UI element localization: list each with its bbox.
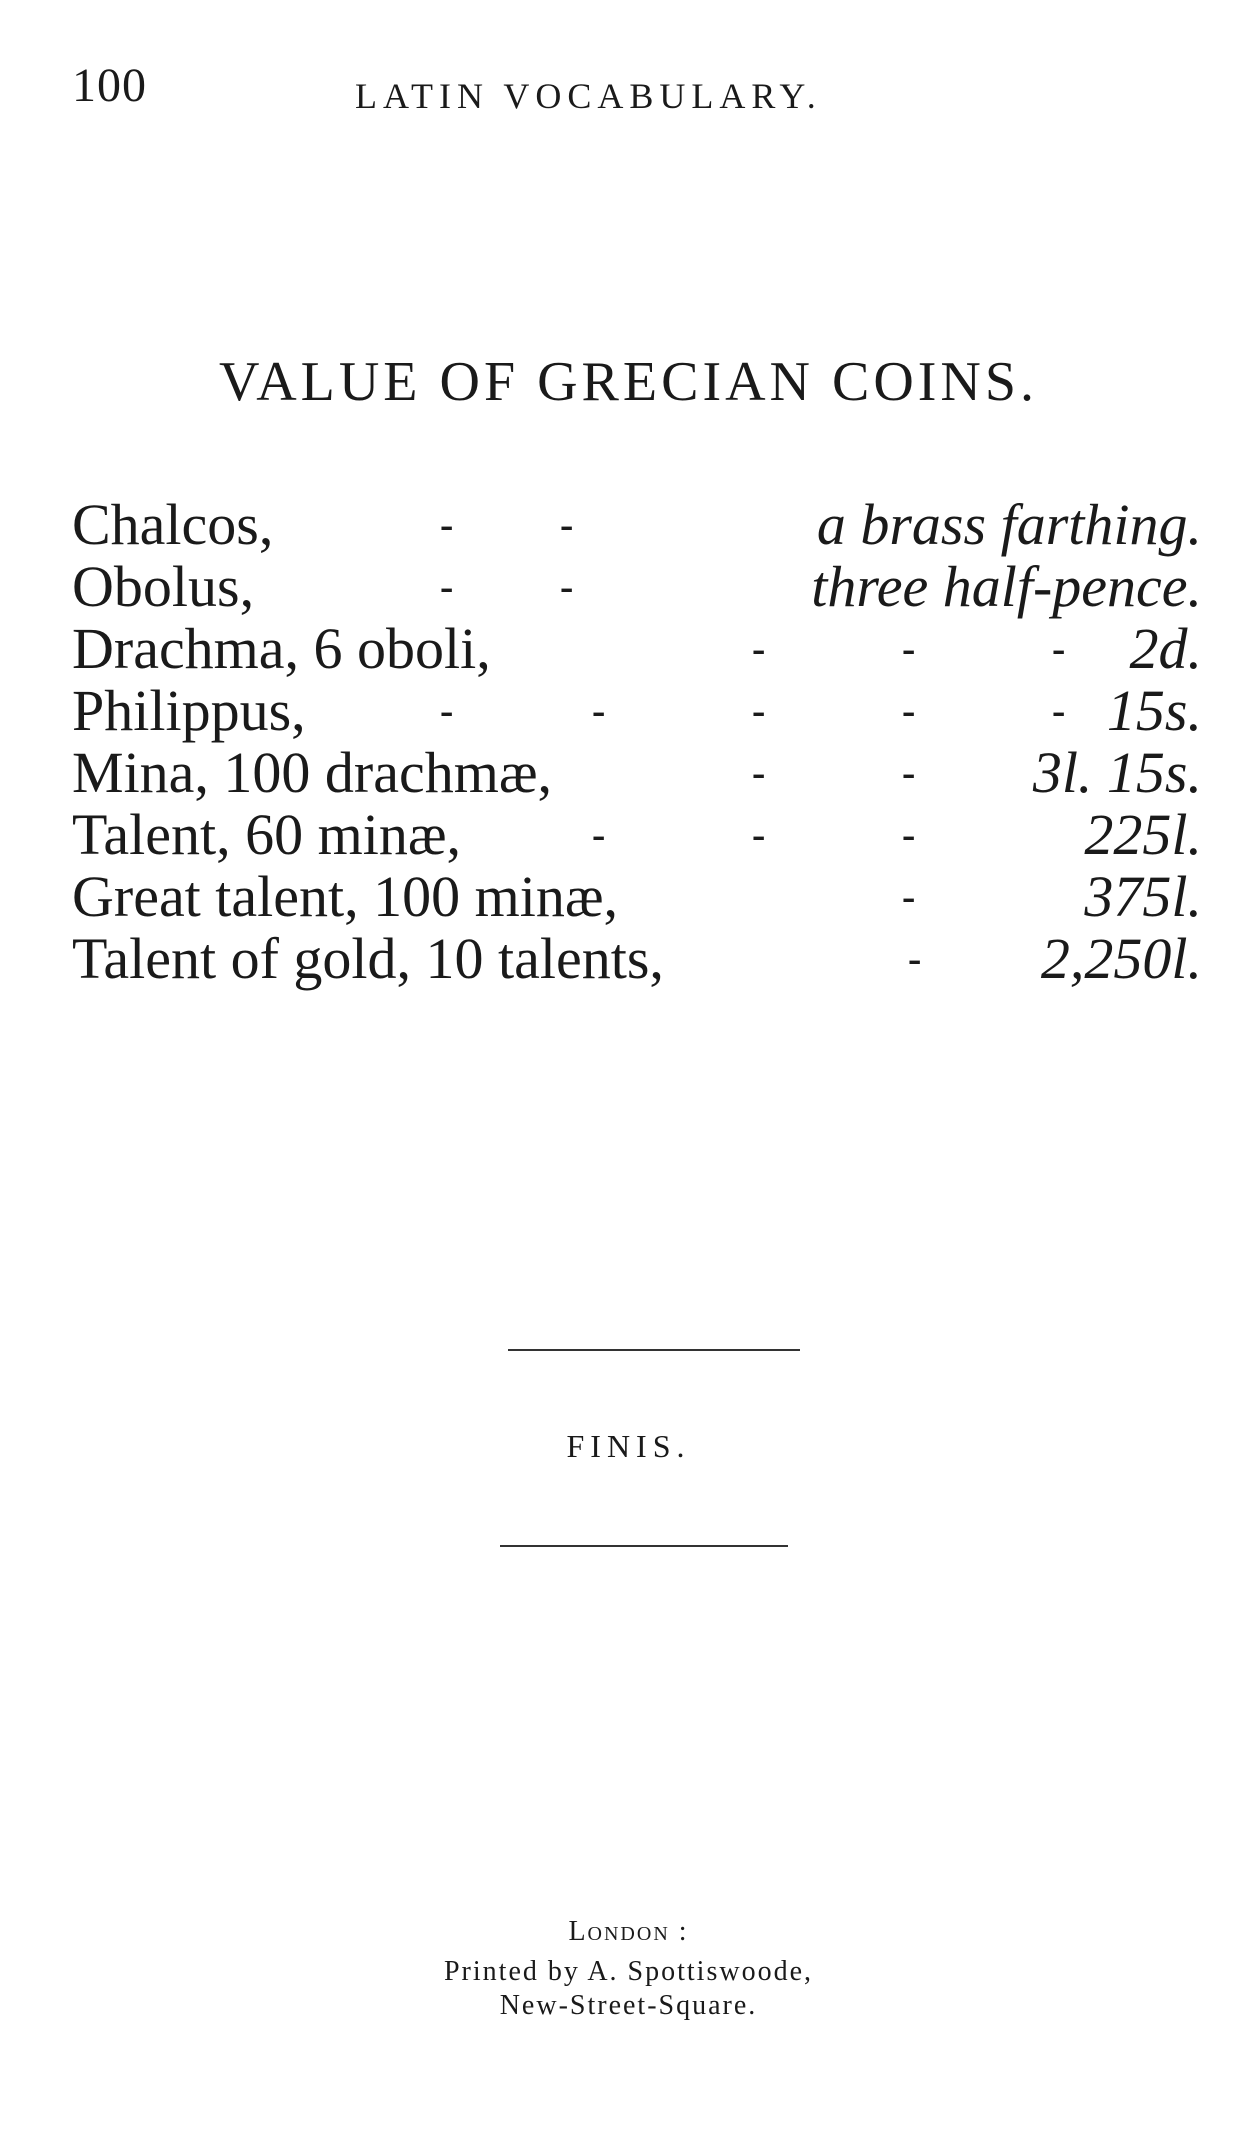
coin-value: a brass farthing. — [816, 492, 1202, 557]
coin-dash: - — [592, 688, 606, 733]
coin-dash: - — [902, 626, 916, 671]
imprint-printer: Printed by A. Spottiswoode, — [443, 1956, 813, 1987]
coin-dash: - — [902, 750, 916, 795]
coin-dash: - — [560, 564, 574, 609]
coin-row-drachma — [72, 618, 1202, 680]
coin-dash: - — [908, 936, 922, 981]
coin-name: Obolus, — [72, 554, 255, 619]
coin-dash: - — [902, 874, 916, 919]
coin-dash: - — [440, 502, 454, 547]
bottom-rule — [500, 1545, 788, 1547]
coin-dash: - — [1052, 626, 1066, 671]
coin-value: 375l. — [1084, 864, 1202, 929]
coin-dash: - — [560, 502, 574, 547]
coin-value: 225l. — [1084, 802, 1202, 867]
coin-dash: - — [752, 688, 766, 733]
coin-value: 2d. — [1129, 616, 1202, 681]
imprint-address: New-Street-Square. — [499, 1990, 758, 2021]
coin-name: Chalcos, — [72, 492, 274, 557]
coin-dash: - — [592, 812, 606, 857]
coin-name: Talent, 60 minæ, — [72, 802, 462, 867]
coin-row-talent-of-gold — [72, 928, 1202, 990]
coin-name: Talent of gold, 10 talents, — [72, 926, 664, 991]
coin-value: 15s. — [1106, 678, 1202, 743]
coin-dash: - — [440, 688, 454, 733]
coin-row-great-talent — [72, 866, 1202, 928]
coin-name: Philippus, — [72, 678, 306, 743]
coin-dash: - — [752, 750, 766, 795]
coin-row-talent — [72, 804, 1202, 866]
coin-name: Great talent, 100 minæ, — [72, 864, 619, 929]
coin-dash: - — [752, 626, 766, 671]
coin-value: three half-pence. — [811, 554, 1202, 619]
coin-dash: - — [902, 812, 916, 857]
top-rule — [508, 1349, 800, 1351]
page-number: 100 — [72, 59, 147, 112]
coin-row-obolus — [72, 556, 1202, 618]
coin-dash: - — [752, 812, 766, 857]
imprint-city: London : — [568, 1916, 689, 1947]
coin-value: 2,250l. — [1040, 926, 1202, 991]
running-head: LATIN VOCABULARY. — [355, 76, 822, 116]
coin-row-philippus — [72, 680, 1202, 742]
coin-row-chalcos — [72, 494, 1202, 556]
coin-row-mina — [72, 742, 1202, 804]
coin-dash: - — [1052, 688, 1066, 733]
coin-dash: - — [902, 688, 916, 733]
section-title: VALUE OF GRECIAN COINS. — [218, 351, 1038, 413]
finis-text: FINIS. — [566, 1428, 691, 1464]
coin-table — [72, 494, 1202, 990]
coin-dash: - — [440, 564, 454, 609]
coin-value: 3l. 15s. — [1032, 740, 1202, 805]
coin-name: Drachma, 6 oboli, — [72, 616, 491, 681]
coin-name: Mina, 100 drachmæ, — [72, 740, 553, 805]
